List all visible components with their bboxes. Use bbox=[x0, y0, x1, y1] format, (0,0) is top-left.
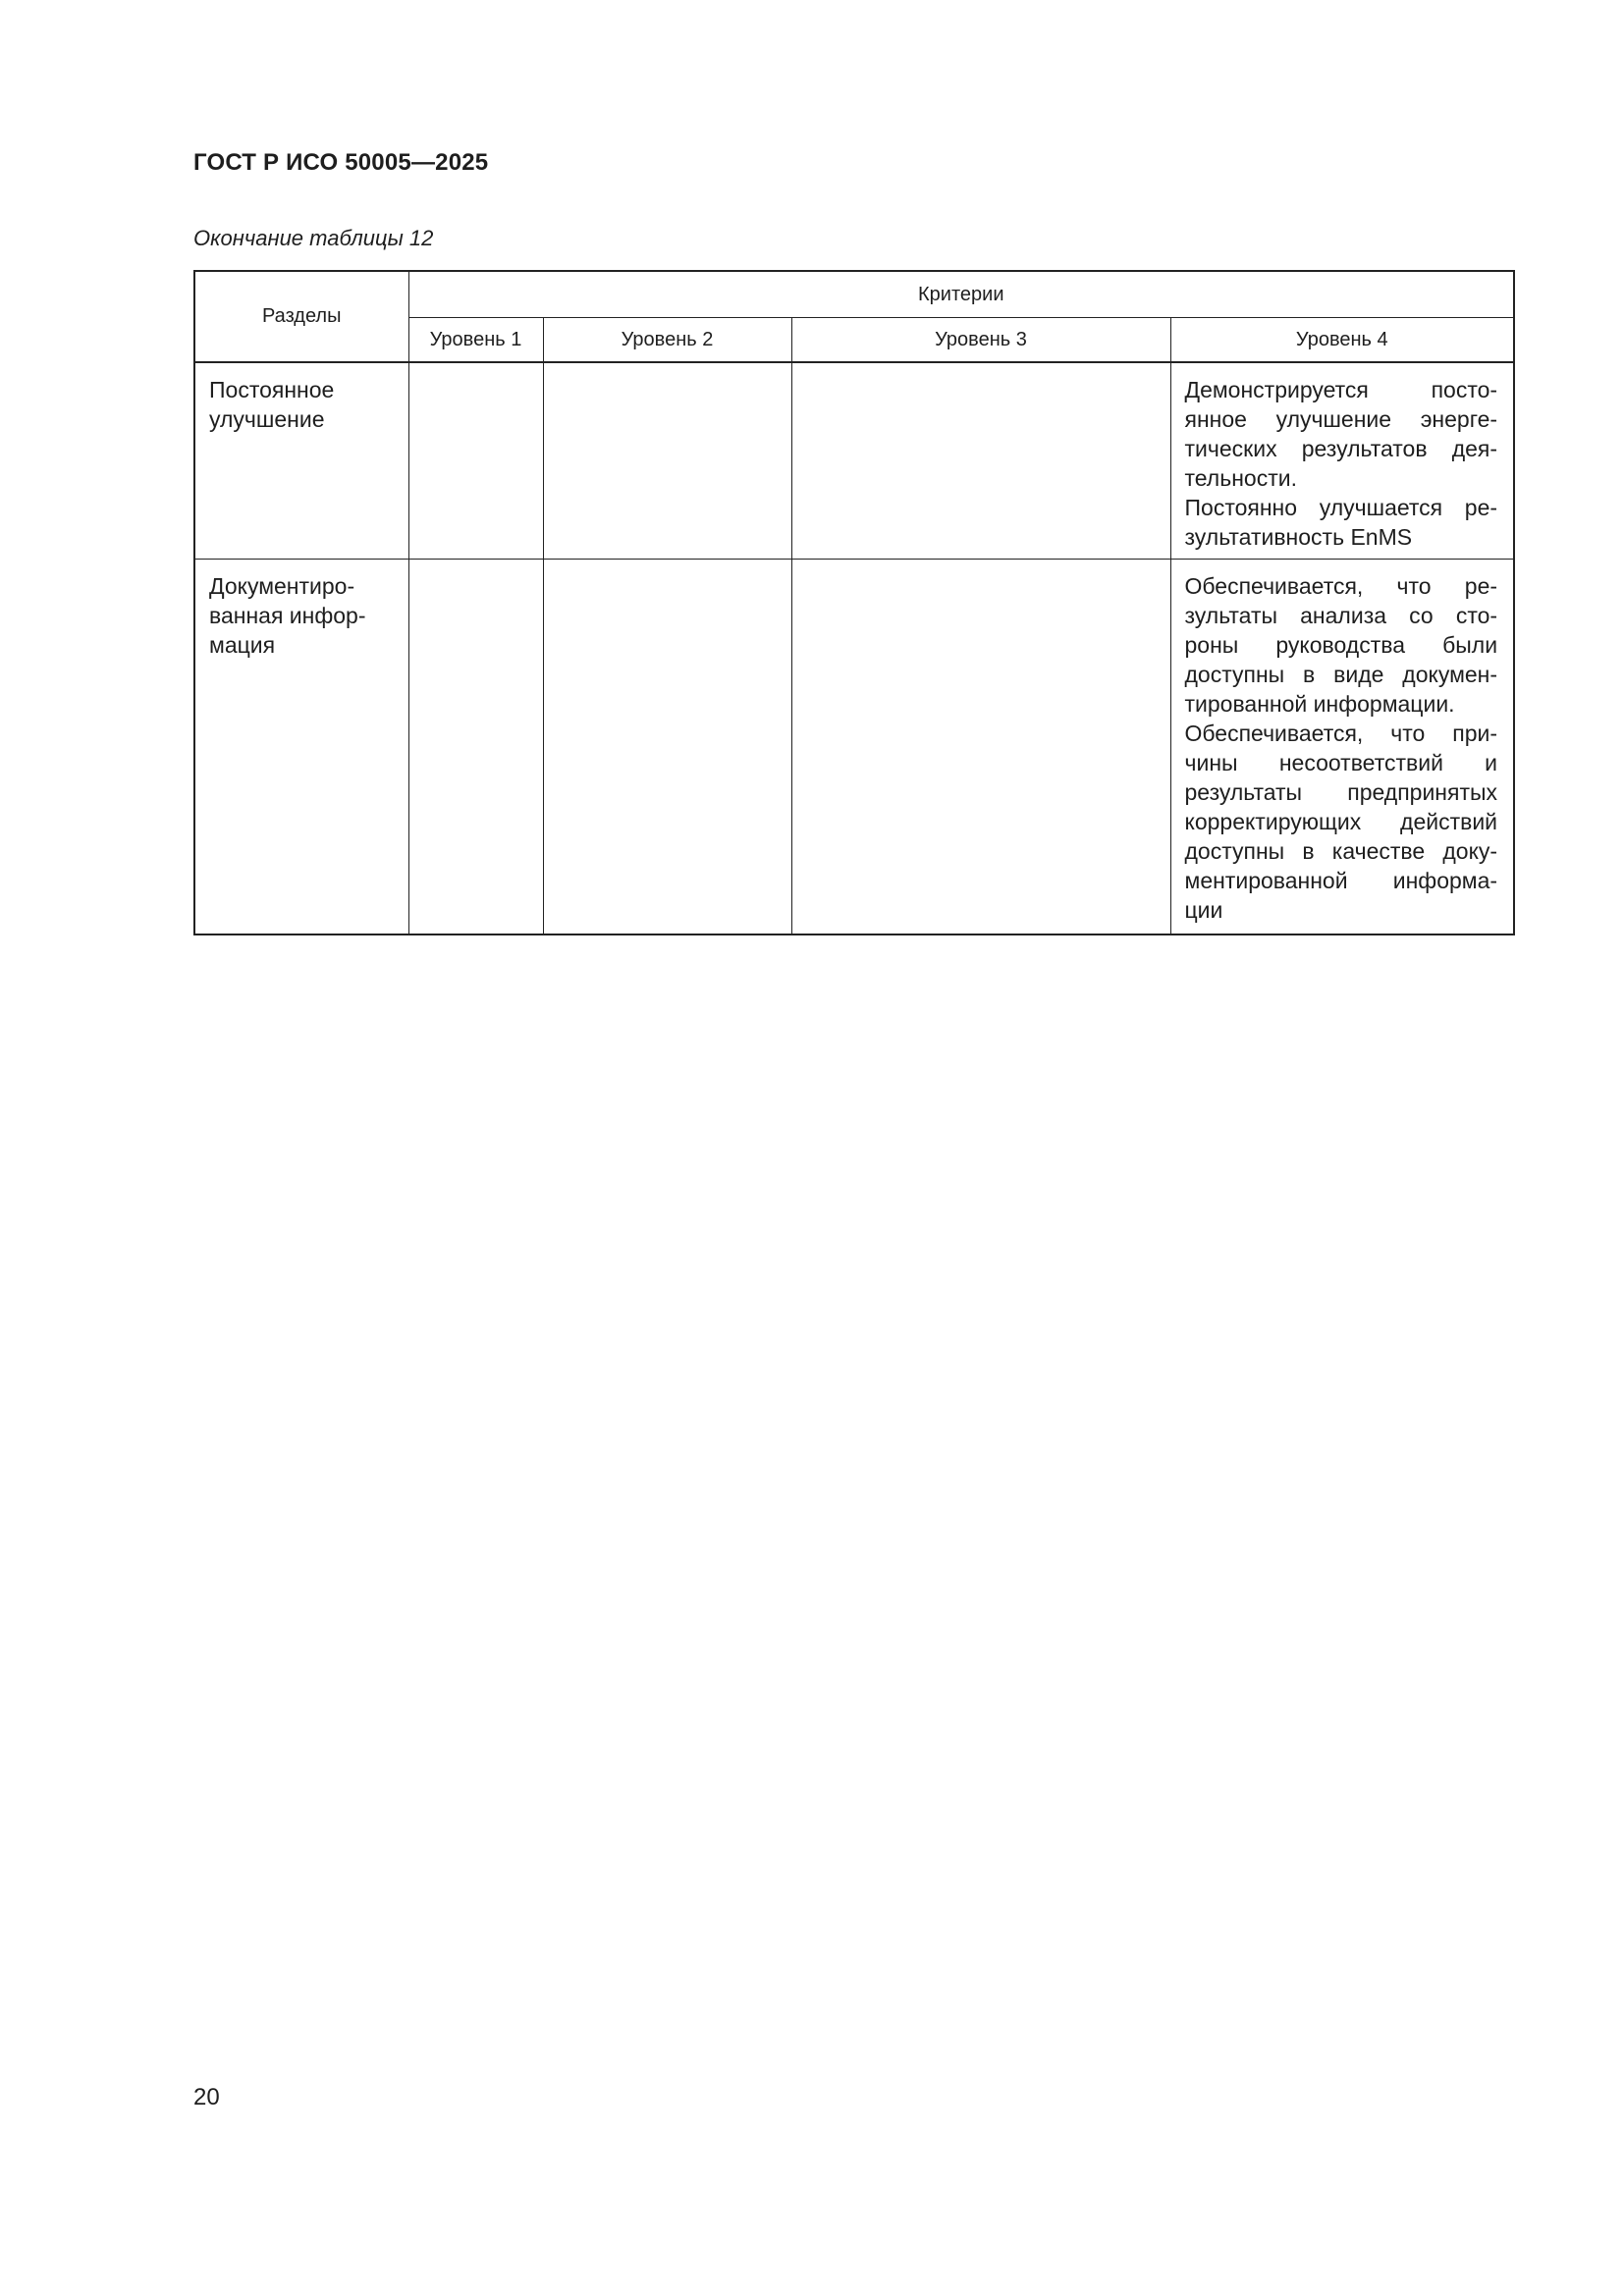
section-cell bbox=[194, 362, 408, 559]
criteria-text-line: ции bbox=[1184, 896, 1223, 923]
criteria-text-line: ментированной информа- bbox=[1184, 867, 1498, 893]
criteria-table bbox=[193, 270, 1515, 935]
header-level-4: Уровень 4 bbox=[1170, 318, 1514, 363]
section-text-line: Постоянное bbox=[209, 377, 335, 402]
section-cell bbox=[194, 559, 408, 934]
criteria-text-line: тельности. bbox=[1184, 465, 1297, 491]
level-2-cell bbox=[543, 362, 791, 559]
criteria-text-line: тированной информации. bbox=[1184, 690, 1455, 717]
criteria-text-line: зультативность EnMS bbox=[1184, 524, 1413, 550]
criteria-text-line: Постоянно улучшается ре- bbox=[1184, 495, 1498, 520]
header-criteria: Критерии bbox=[408, 271, 1514, 318]
level-4-cell bbox=[1170, 559, 1514, 934]
header-sections: Разделы bbox=[194, 271, 408, 362]
level-1-cell bbox=[408, 559, 543, 934]
header-level-1: Уровень 1 bbox=[408, 318, 543, 363]
section-text-line: улучшение bbox=[209, 406, 325, 432]
criteria-text-line: Демонстрируется посто- bbox=[1184, 377, 1498, 402]
criteria-text-line: роны руководства были bbox=[1184, 631, 1498, 658]
section-text-line: Документиро- bbox=[209, 572, 355, 599]
criteria-text-line: доступны в виде докумен- bbox=[1184, 661, 1498, 687]
level-4-cell bbox=[1170, 362, 1514, 559]
criteria-text-line: доступны в качестве доку- bbox=[1184, 837, 1498, 864]
table-caption: Окончание таблицы 12 bbox=[193, 226, 434, 250]
criteria-text-line: тических результатов дея- bbox=[1184, 436, 1498, 461]
header-level-3: Уровень 3 bbox=[791, 318, 1170, 363]
level-2-cell bbox=[543, 559, 791, 934]
section-text-line: мация bbox=[209, 631, 276, 658]
criteria-text-line: корректирующих действий bbox=[1184, 808, 1498, 834]
level-3-cell bbox=[791, 559, 1170, 934]
header-level-2: Уровень 2 bbox=[543, 318, 791, 363]
table-row bbox=[194, 559, 1514, 934]
section-text-line: ванная инфор- bbox=[209, 602, 366, 628]
criteria-text-line: результаты предпринятых bbox=[1184, 778, 1498, 805]
page-number: 20 bbox=[193, 2084, 220, 2110]
criteria-text-line: чины несоответствий и bbox=[1184, 749, 1498, 775]
level-3-cell bbox=[791, 362, 1170, 559]
level-1-cell bbox=[408, 362, 543, 559]
criteria-text-line: Обеспечивается, что ре- bbox=[1184, 572, 1498, 599]
table-row bbox=[194, 362, 1514, 559]
criteria-text-line: янное улучшение энерге- bbox=[1184, 406, 1498, 432]
criteria-text-line: Обеспечивается, что при- bbox=[1184, 720, 1498, 746]
document-code-header: ГОСТ Р ИСО 50005—2025 bbox=[193, 149, 489, 176]
criteria-text-line: зультаты анализа со сто- bbox=[1184, 602, 1498, 628]
